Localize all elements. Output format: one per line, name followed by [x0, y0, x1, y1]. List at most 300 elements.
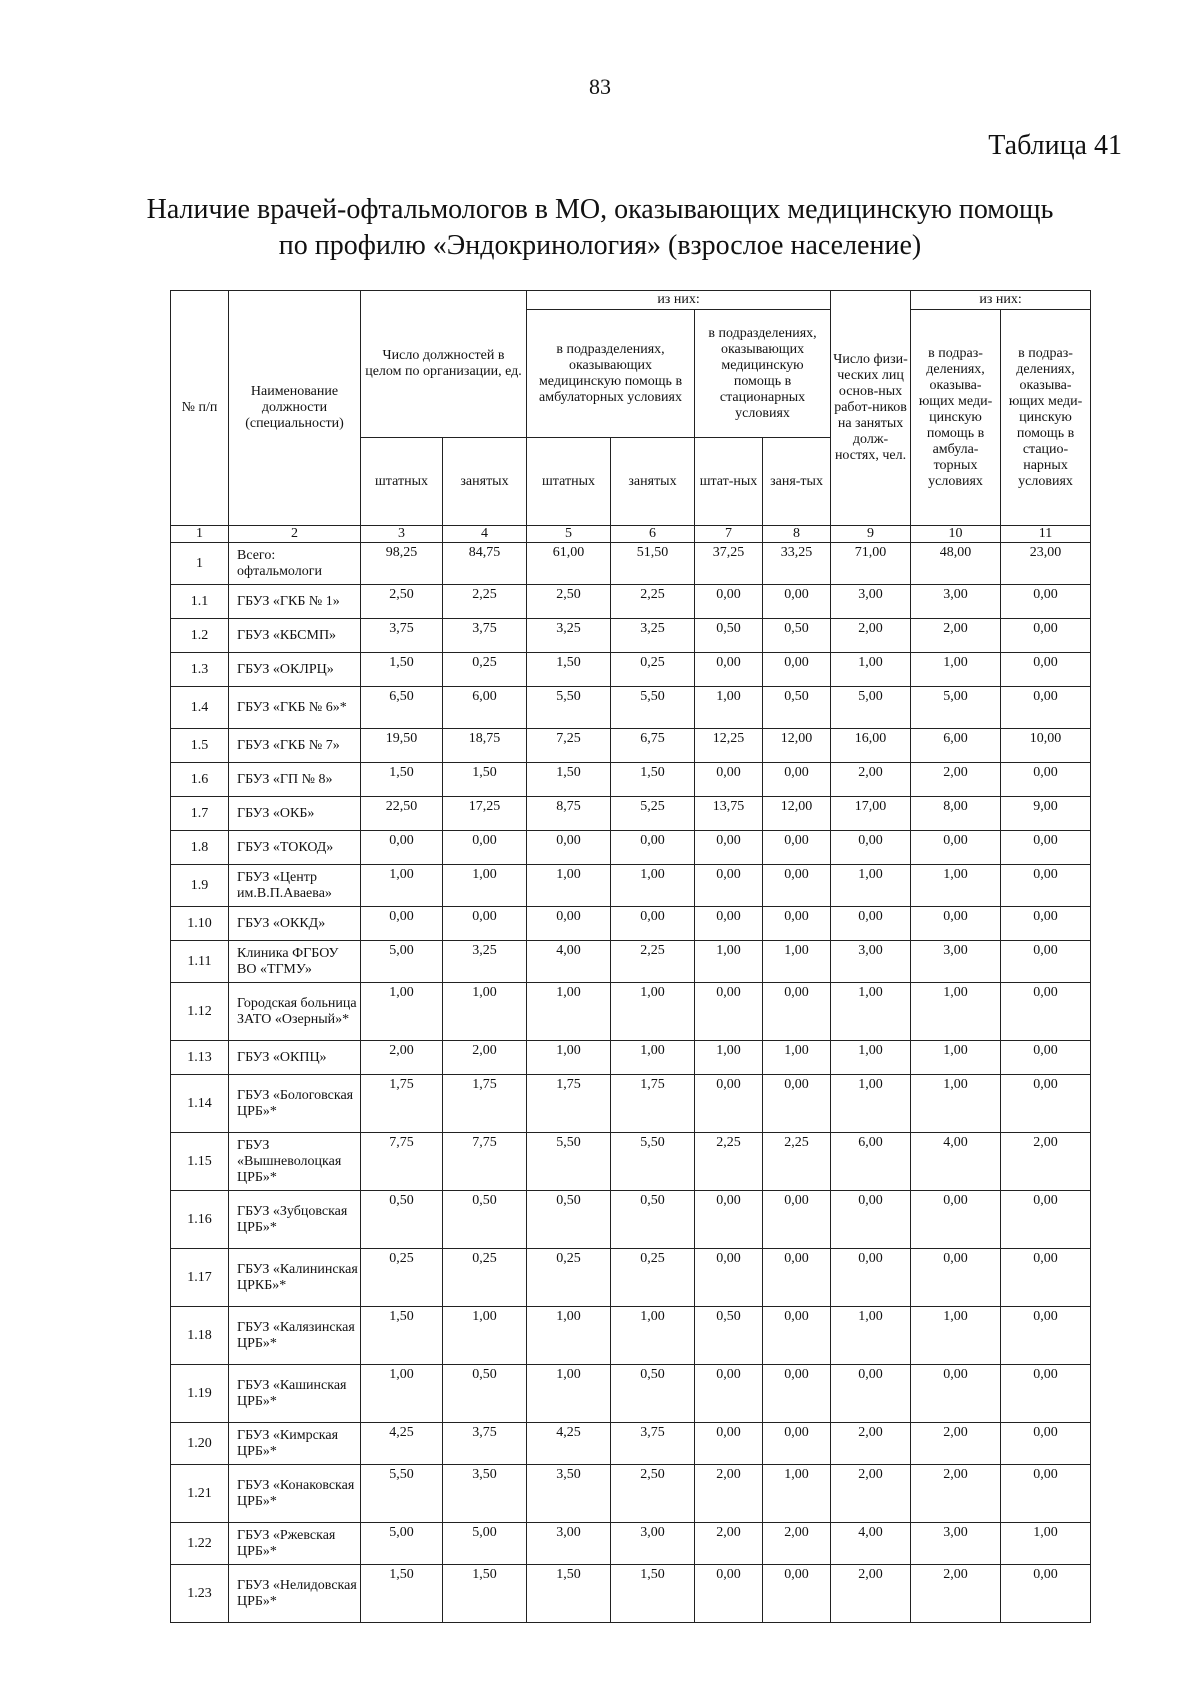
value-cell: 0,00 — [763, 1565, 831, 1623]
table-row — [171, 1307, 1091, 1365]
value-cell: 0,00 — [1001, 983, 1091, 1041]
value-cell: 0,00 — [1001, 763, 1091, 797]
value-cell: 1,50 — [527, 763, 611, 797]
header-positions: Число должностей в целом по организации, ед. — [361, 291, 527, 438]
value-cell: 0,00 — [763, 1423, 831, 1465]
value-cell: 1,00 — [611, 865, 695, 907]
header-occupied: занятых — [443, 438, 527, 526]
value-cell: 1,00 — [527, 865, 611, 907]
value-cell: 0,00 — [763, 585, 831, 619]
value-cell: 0,00 — [763, 1365, 831, 1423]
table-row — [171, 907, 1091, 941]
value-cell: 0,00 — [443, 831, 527, 865]
value-cell: 1,75 — [361, 1075, 443, 1133]
table-row — [171, 1249, 1091, 1307]
value-cell: 48,00 — [911, 543, 1001, 585]
row-organization-name: ГБУЗ «Вышневолоцкая ЦРБ»* — [229, 1133, 361, 1191]
value-cell: 1,00 — [527, 1365, 611, 1423]
value-cell: 17,00 — [831, 797, 911, 831]
value-cell: 0,00 — [763, 865, 831, 907]
value-cell: 0,00 — [831, 1249, 911, 1307]
value-cell: 2,50 — [611, 1465, 695, 1523]
table-row — [171, 687, 1091, 729]
row-organization-name: ГБУЗ «Кашинская ЦРБ»* — [229, 1365, 361, 1423]
value-cell: 1,00 — [527, 983, 611, 1041]
row-number: 1.8 — [171, 831, 229, 865]
value-cell: 1,00 — [361, 865, 443, 907]
column-number: 9 — [831, 526, 911, 543]
value-cell: 1,50 — [443, 763, 527, 797]
header-persons-stat: в подраз-делениях, оказыва-ющих меди-цинскую помощь в стацио-нарных условиях — [1001, 310, 1091, 526]
value-cell: 0,00 — [695, 1565, 763, 1623]
value-cell: 3,00 — [611, 1523, 695, 1565]
value-cell: 0,00 — [695, 1423, 763, 1465]
row-organization-name: ГБУЗ «Центр им.В.П.Аваева» — [229, 865, 361, 907]
value-cell: 0,00 — [1001, 1191, 1091, 1249]
row-organization-name: Всего: офтальмологи — [229, 543, 361, 585]
value-cell: 0,00 — [1001, 687, 1091, 729]
value-cell: 3,75 — [443, 1423, 527, 1465]
column-number: 5 — [527, 526, 611, 543]
value-cell: 0,00 — [1001, 831, 1091, 865]
value-cell: 2,25 — [611, 941, 695, 983]
value-cell: 0,00 — [695, 983, 763, 1041]
value-cell: 3,25 — [611, 619, 695, 653]
row-organization-name: ГБУЗ «ГКБ № 6»* — [229, 687, 361, 729]
value-cell: 33,25 — [763, 543, 831, 585]
row-number: 1.9 — [171, 865, 229, 907]
value-cell: 4,25 — [527, 1423, 611, 1465]
value-cell: 2,25 — [611, 585, 695, 619]
value-cell: 0,00 — [911, 1249, 1001, 1307]
header-name: Наименование должности (специальности) — [229, 291, 361, 526]
value-cell: 1,00 — [831, 1075, 911, 1133]
row-organization-name: ГБУЗ «ТОКОД» — [229, 831, 361, 865]
value-cell: 0,00 — [695, 1249, 763, 1307]
value-cell: 1,00 — [831, 1041, 911, 1075]
value-cell: 22,50 — [361, 797, 443, 831]
value-cell: 1,00 — [911, 1307, 1001, 1365]
row-number: 1.15 — [171, 1133, 229, 1191]
value-cell: 5,50 — [361, 1465, 443, 1523]
column-number: 4 — [443, 526, 527, 543]
value-cell: 0,00 — [695, 653, 763, 687]
value-cell: 5,00 — [911, 687, 1001, 729]
value-cell: 2,00 — [361, 1041, 443, 1075]
value-cell: 0,00 — [763, 831, 831, 865]
value-cell: 3,25 — [527, 619, 611, 653]
value-cell: 5,50 — [611, 1133, 695, 1191]
value-cell: 1,50 — [443, 1565, 527, 1623]
row-organization-name: ГБУЗ «ОККД» — [229, 907, 361, 941]
value-cell: 0,00 — [763, 1307, 831, 1365]
value-cell: 3,00 — [911, 1523, 1001, 1565]
value-cell: 0,00 — [1001, 907, 1091, 941]
value-cell: 0,00 — [695, 1365, 763, 1423]
value-cell: 0,00 — [1001, 1075, 1091, 1133]
value-cell: 2,50 — [527, 585, 611, 619]
table-container — [170, 290, 1090, 1623]
value-cell: 0,25 — [611, 653, 695, 687]
header-amb: в подразделениях, оказывающих медицинскую помощь в амбулаторных условиях — [527, 310, 695, 438]
value-cell: 0,00 — [763, 907, 831, 941]
row-organization-name: ГБУЗ «Ржевская ЦРБ»* — [229, 1523, 361, 1565]
value-cell: 4,00 — [527, 941, 611, 983]
header-persons: Число физи-ческих лиц основ-ных работ-ников на занятых долж-ностях, чел. — [831, 291, 911, 526]
value-cell: 0,25 — [443, 653, 527, 687]
row-number: 1.14 — [171, 1075, 229, 1133]
value-cell: 3,75 — [443, 619, 527, 653]
value-cell: 1,00 — [763, 1465, 831, 1523]
value-cell: 9,00 — [1001, 797, 1091, 831]
value-cell: 0,00 — [443, 907, 527, 941]
value-cell: 0,00 — [1001, 865, 1091, 907]
value-cell: 1,75 — [443, 1075, 527, 1133]
value-cell: 1,50 — [611, 763, 695, 797]
row-organization-name: ГБУЗ «Кимрская ЦРБ»* — [229, 1423, 361, 1465]
value-cell: 0,00 — [831, 1365, 911, 1423]
row-organization-name: ГБУЗ «ГКБ № 7» — [229, 729, 361, 763]
row-organization-name: ГБУЗ «Зубцовская ЦРБ»* — [229, 1191, 361, 1249]
value-cell: 0,00 — [1001, 1423, 1091, 1465]
value-cell: 7,25 — [527, 729, 611, 763]
value-cell: 0,00 — [695, 1191, 763, 1249]
value-cell: 0,00 — [831, 831, 911, 865]
value-cell: 13,75 — [695, 797, 763, 831]
value-cell: 0,00 — [695, 1075, 763, 1133]
value-cell: 0,00 — [1001, 1365, 1091, 1423]
row-organization-name: ГБУЗ «Конаковская ЦРБ»* — [229, 1465, 361, 1523]
table-row — [171, 1523, 1091, 1565]
row-number: 1.13 — [171, 1041, 229, 1075]
value-cell: 1,00 — [695, 1041, 763, 1075]
value-cell: 0,00 — [831, 1191, 911, 1249]
table-row — [171, 1565, 1091, 1623]
value-cell: 0,25 — [361, 1249, 443, 1307]
column-number: 7 — [695, 526, 763, 543]
value-cell: 7,75 — [443, 1133, 527, 1191]
value-cell: 0,00 — [695, 585, 763, 619]
value-cell: 6,00 — [831, 1133, 911, 1191]
table-row — [171, 797, 1091, 831]
column-number: 10 — [911, 526, 1001, 543]
value-cell: 2,25 — [695, 1133, 763, 1191]
row-organization-name: ГБУЗ «Калязинская ЦРБ»* — [229, 1307, 361, 1365]
value-cell: 1,00 — [611, 983, 695, 1041]
value-cell: 0,00 — [1001, 1465, 1091, 1523]
value-cell: 0,00 — [361, 907, 443, 941]
table-row — [171, 543, 1091, 585]
value-cell: 3,75 — [361, 619, 443, 653]
row-organization-name: ГБУЗ «ГП № 8» — [229, 763, 361, 797]
value-cell: 0,00 — [911, 1365, 1001, 1423]
row-number: 1.16 — [171, 1191, 229, 1249]
value-cell: 3,75 — [611, 1423, 695, 1465]
value-cell: 98,25 — [361, 543, 443, 585]
value-cell: 6,50 — [361, 687, 443, 729]
value-cell: 0,00 — [911, 1191, 1001, 1249]
value-cell: 10,00 — [1001, 729, 1091, 763]
header-of-them: из них: — [527, 291, 831, 310]
value-cell: 0,00 — [763, 983, 831, 1041]
row-number: 1.11 — [171, 941, 229, 983]
table-row — [171, 653, 1091, 687]
value-cell: 0,00 — [695, 831, 763, 865]
value-cell: 0,00 — [695, 865, 763, 907]
value-cell: 61,00 — [527, 543, 611, 585]
value-cell: 0,25 — [527, 1249, 611, 1307]
header-no: № п/п — [171, 291, 229, 526]
row-number: 1.5 — [171, 729, 229, 763]
value-cell: 5,00 — [361, 941, 443, 983]
value-cell: 84,75 — [443, 543, 527, 585]
row-organization-name: ГБУЗ «ОКБ» — [229, 797, 361, 831]
value-cell: 0,00 — [695, 907, 763, 941]
table-row — [171, 1365, 1091, 1423]
row-number: 1.19 — [171, 1365, 229, 1423]
table-row — [171, 1465, 1091, 1523]
value-cell: 12,25 — [695, 729, 763, 763]
row-organization-name: Городская больница ЗАТО «Озерный»* — [229, 983, 361, 1041]
value-cell: 8,00 — [911, 797, 1001, 831]
value-cell: 1,50 — [527, 1565, 611, 1623]
value-cell: 1,50 — [527, 653, 611, 687]
value-cell: 1,50 — [361, 763, 443, 797]
row-organization-name: ГБУЗ «Нелидовская ЦРБ»* — [229, 1565, 361, 1623]
value-cell: 4,00 — [911, 1133, 1001, 1191]
document-title — [100, 192, 1100, 264]
value-cell: 5,00 — [361, 1523, 443, 1565]
value-cell: 2,00 — [763, 1523, 831, 1565]
value-cell: 71,00 — [831, 543, 911, 585]
value-cell: 1,00 — [695, 941, 763, 983]
value-cell: 5,00 — [443, 1523, 527, 1565]
value-cell: 19,50 — [361, 729, 443, 763]
value-cell: 3,50 — [443, 1465, 527, 1523]
value-cell: 2,00 — [1001, 1133, 1091, 1191]
value-cell: 2,00 — [695, 1523, 763, 1565]
value-cell: 1,00 — [831, 1307, 911, 1365]
row-number: 1.10 — [171, 907, 229, 941]
value-cell: 3,25 — [443, 941, 527, 983]
header-persons-amb: в подраз-делениях, оказыва-ющих меди-цинскую помощь в амбула-торных условиях — [911, 310, 1001, 526]
value-cell: 0,50 — [695, 1307, 763, 1365]
value-cell: 6,75 — [611, 729, 695, 763]
row-organization-name: ГБУЗ «КБСМП» — [229, 619, 361, 653]
table-row — [171, 865, 1091, 907]
value-cell: 1,00 — [831, 983, 911, 1041]
value-cell: 3,00 — [831, 941, 911, 983]
row-number: 1.21 — [171, 1465, 229, 1523]
value-cell: 0,00 — [361, 831, 443, 865]
header-of-them-2: из них: — [911, 291, 1091, 310]
value-cell: 0,00 — [911, 907, 1001, 941]
value-cell: 37,25 — [695, 543, 763, 585]
value-cell: 0,00 — [763, 1249, 831, 1307]
header-stat-occupied: заня-тых — [763, 438, 831, 526]
value-cell: 1,00 — [763, 1041, 831, 1075]
value-cell: 0,00 — [1001, 1565, 1091, 1623]
value-cell: 5,25 — [611, 797, 695, 831]
value-cell: 1,00 — [911, 983, 1001, 1041]
column-number: 6 — [611, 526, 695, 543]
value-cell: 1,00 — [611, 1307, 695, 1365]
value-cell: 0,00 — [695, 763, 763, 797]
value-cell: 0,25 — [611, 1249, 695, 1307]
value-cell: 2,00 — [911, 619, 1001, 653]
value-cell: 5,50 — [527, 1133, 611, 1191]
value-cell: 23,00 — [1001, 543, 1091, 585]
value-cell: 0,00 — [1001, 653, 1091, 687]
value-cell: 0,50 — [611, 1365, 695, 1423]
column-number: 2 — [229, 526, 361, 543]
row-number: 1.3 — [171, 653, 229, 687]
value-cell: 1,00 — [443, 983, 527, 1041]
table-row — [171, 763, 1091, 797]
row-number: 1.12 — [171, 983, 229, 1041]
value-cell: 6,00 — [443, 687, 527, 729]
value-cell: 0,00 — [763, 763, 831, 797]
value-cell: 2,00 — [695, 1465, 763, 1523]
value-cell: 0,00 — [763, 653, 831, 687]
table-row — [171, 729, 1091, 763]
value-cell: 1,00 — [831, 653, 911, 687]
value-cell: 1,00 — [1001, 1523, 1091, 1565]
title-line-1: Наличие врачей-офтальмологов в МО, оказывающих медицинскую помощь — [146, 194, 1054, 225]
value-cell: 2,00 — [831, 763, 911, 797]
table-row — [171, 831, 1091, 865]
value-cell: 0,00 — [527, 907, 611, 941]
value-cell: 1,00 — [763, 941, 831, 983]
value-cell: 3,00 — [911, 941, 1001, 983]
value-cell: 0,00 — [1001, 619, 1091, 653]
row-organization-name: Клиника ФГБОУ ВО «ТГМУ» — [229, 941, 361, 983]
value-cell: 1,00 — [911, 1075, 1001, 1133]
value-cell: 1,00 — [911, 865, 1001, 907]
value-cell: 5,50 — [527, 687, 611, 729]
value-cell: 1,75 — [611, 1075, 695, 1133]
value-cell: 1,00 — [831, 865, 911, 907]
row-organization-name: ГБУЗ «Калининская ЦРКБ»* — [229, 1249, 361, 1307]
value-cell: 12,00 — [763, 797, 831, 831]
value-cell: 0,00 — [1001, 941, 1091, 983]
value-cell: 1,00 — [911, 653, 1001, 687]
table-label: Таблица 41 — [988, 130, 1122, 161]
row-number: 1.7 — [171, 797, 229, 831]
value-cell: 1,00 — [361, 1365, 443, 1423]
row-number: 1.2 — [171, 619, 229, 653]
value-cell: 0,00 — [611, 907, 695, 941]
table-body — [171, 543, 1091, 1623]
header-stat: в подразделениях, оказывающих медицинскую помощь в стационарных условиях — [695, 310, 831, 438]
value-cell: 12,00 — [763, 729, 831, 763]
value-cell: 3,00 — [527, 1523, 611, 1565]
value-cell: 1,00 — [443, 865, 527, 907]
value-cell: 0,25 — [443, 1249, 527, 1307]
header-amb-staff: штатных — [527, 438, 611, 526]
column-number: 1 — [171, 526, 229, 543]
row-number: 1.18 — [171, 1307, 229, 1365]
value-cell: 1,00 — [695, 687, 763, 729]
value-cell: 1,00 — [527, 1307, 611, 1365]
value-cell: 0,00 — [1001, 1041, 1091, 1075]
column-number-row — [171, 526, 1091, 543]
value-cell: 2,00 — [831, 619, 911, 653]
value-cell: 17,25 — [443, 797, 527, 831]
value-cell: 0,50 — [361, 1191, 443, 1249]
row-number: 1.22 — [171, 1523, 229, 1565]
value-cell: 0,50 — [763, 687, 831, 729]
value-cell: 1,00 — [911, 1041, 1001, 1075]
value-cell: 0,50 — [443, 1365, 527, 1423]
value-cell: 0,00 — [763, 1075, 831, 1133]
value-cell: 0,00 — [1001, 1249, 1091, 1307]
value-cell: 0,00 — [1001, 1307, 1091, 1365]
value-cell: 0,00 — [763, 1191, 831, 1249]
value-cell: 6,00 — [911, 729, 1001, 763]
row-organization-name: ГБУЗ «ОКЛРЦ» — [229, 653, 361, 687]
value-cell: 0,00 — [1001, 585, 1091, 619]
value-cell: 1,00 — [361, 983, 443, 1041]
value-cell: 4,00 — [831, 1523, 911, 1565]
title-line-2: по профилю «Эндокринология» (взрослое население) — [278, 230, 922, 261]
value-cell: 0,50 — [611, 1191, 695, 1249]
row-number: 1 — [171, 543, 229, 585]
table-row — [171, 1423, 1091, 1465]
value-cell: 1,75 — [527, 1075, 611, 1133]
value-cell: 3,00 — [831, 585, 911, 619]
table-row — [171, 585, 1091, 619]
value-cell: 2,00 — [831, 1423, 911, 1465]
column-number: 3 — [361, 526, 443, 543]
value-cell: 2,00 — [911, 1565, 1001, 1623]
page-number: 83 — [589, 74, 611, 99]
value-cell: 0,00 — [911, 831, 1001, 865]
value-cell: 0,00 — [527, 831, 611, 865]
row-number: 1.6 — [171, 763, 229, 797]
table-row — [171, 1191, 1091, 1249]
row-organization-name: ГБУЗ «ГКБ № 1» — [229, 585, 361, 619]
row-number: 1.17 — [171, 1249, 229, 1307]
value-cell: 0,50 — [763, 619, 831, 653]
value-cell: 2,00 — [443, 1041, 527, 1075]
value-cell: 2,00 — [911, 1423, 1001, 1465]
value-cell: 1,50 — [611, 1565, 695, 1623]
value-cell: 2,25 — [443, 585, 527, 619]
table-row — [171, 983, 1091, 1041]
value-cell: 2,25 — [763, 1133, 831, 1191]
value-cell: 0,50 — [527, 1191, 611, 1249]
value-cell: 2,50 — [361, 585, 443, 619]
value-cell: 0,00 — [611, 831, 695, 865]
table-row — [171, 1041, 1091, 1075]
table-row — [171, 1075, 1091, 1133]
value-cell: 1,50 — [361, 1307, 443, 1365]
value-cell: 1,00 — [611, 1041, 695, 1075]
value-cell: 4,25 — [361, 1423, 443, 1465]
value-cell: 3,00 — [911, 585, 1001, 619]
table-row — [171, 619, 1091, 653]
value-cell: 0,50 — [695, 619, 763, 653]
value-cell: 3,50 — [527, 1465, 611, 1523]
header-amb-occupied: занятых — [611, 438, 695, 526]
value-cell: 2,00 — [831, 1465, 911, 1523]
value-cell: 1,50 — [361, 1565, 443, 1623]
value-cell: 51,50 — [611, 543, 695, 585]
value-cell: 7,75 — [361, 1133, 443, 1191]
value-cell: 0,00 — [831, 907, 911, 941]
value-cell: 2,00 — [911, 1465, 1001, 1523]
